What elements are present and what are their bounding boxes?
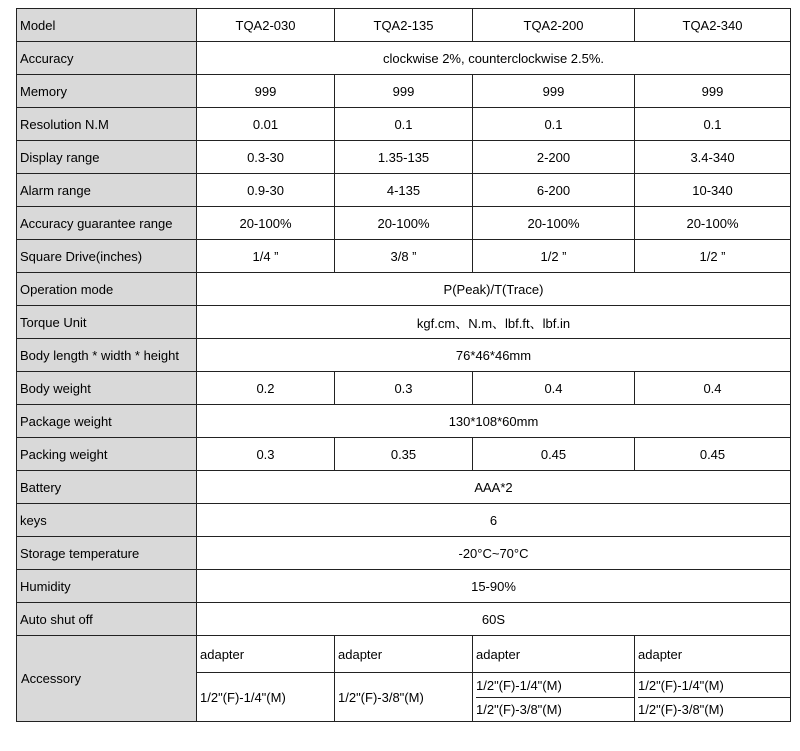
memory-1: 999 <box>197 75 335 108</box>
row-operation-mode <box>17 273 791 306</box>
square-drive-4: 1/2 ” <box>635 240 791 273</box>
alarm-range-2: 4-135 <box>335 174 473 207</box>
value-battery: AAA*2 <box>197 471 791 504</box>
accessory-spec-4b: 1/2"(F)-3/8"(M) <box>638 697 790 721</box>
display-range-1: 0.3-30 <box>197 141 335 174</box>
model-3: TQA2-200 <box>473 9 635 42</box>
model-4: TQA2-340 <box>635 9 791 42</box>
accessory-spec-3-list <box>476 674 634 721</box>
square-drive-1: 1/4 ” <box>197 240 335 273</box>
row-resolution <box>17 108 791 141</box>
label-humidity: Humidity <box>17 570 197 603</box>
body-weight-1: 0.2 <box>197 372 335 405</box>
row-keys <box>17 504 791 537</box>
accessory-spec-4-list <box>638 674 790 721</box>
resolution-3: 0.1 <box>473 108 635 141</box>
label-accuracy: Accuracy <box>17 42 197 75</box>
row-package-weight <box>17 405 791 438</box>
row-accuracy-guarantee <box>17 207 791 240</box>
value-storage-temp: -20°C~70°C <box>197 537 791 570</box>
square-drive-3: 1/2 ” <box>473 240 635 273</box>
accuracy-guarantee-2: 20-100% <box>335 207 473 240</box>
accessory-spec-4a: 1/2"(F)-1/4"(M) <box>638 677 724 693</box>
value-humidity: 15-90% <box>197 570 791 603</box>
label-accuracy-guarantee: Accuracy guarantee range <box>17 207 197 240</box>
memory-3: 999 <box>473 75 635 108</box>
label-package-weight: Package weight <box>17 405 197 438</box>
label-packing-weight: Packing weight <box>17 438 197 471</box>
label-square-drive: Square Drive(inches) <box>17 240 197 273</box>
model-1: TQA2-030 <box>197 9 335 42</box>
label-keys: keys <box>17 504 197 537</box>
memory-2: 999 <box>335 75 473 108</box>
accessory-adapter-3: adapter <box>473 636 635 673</box>
accessory-adapter-1: adapter <box>197 636 335 673</box>
label-display-range: Display range <box>17 141 197 174</box>
row-auto-shut-off <box>17 603 791 636</box>
packing-weight-3: 0.45 <box>473 438 635 471</box>
alarm-range-1: 0.9-30 <box>197 174 335 207</box>
row-body-weight <box>17 372 791 405</box>
accessory-spec-3b: 1/2"(F)-3/8"(M) <box>476 697 634 721</box>
label-storage-temp: Storage temperature <box>17 537 197 570</box>
accessory-spec-4 <box>635 673 791 722</box>
label-memory: Memory <box>17 75 197 108</box>
accessory-spec-3a: 1/2"(F)-1/4"(M) <box>476 677 562 693</box>
label-body-weight: Body weight <box>17 372 197 405</box>
row-display-range <box>17 141 791 174</box>
resolution-2: 0.1 <box>335 108 473 141</box>
accessory-spec-2: 1/2"(F)-3/8"(M) <box>335 673 473 722</box>
accessory-spec-1: 1/2"(F)-1/4"(M) <box>197 673 335 722</box>
accuracy-guarantee-4: 20-100% <box>635 207 791 240</box>
display-range-2: 1.35-135 <box>335 141 473 174</box>
row-storage-temp <box>17 537 791 570</box>
body-weight-3: 0.4 <box>473 372 635 405</box>
row-alarm-range <box>17 174 791 207</box>
label-auto-shut-off: Auto shut off <box>17 603 197 636</box>
value-body-dims: 76*46*46mm <box>197 339 791 372</box>
label-alarm-range: Alarm range <box>17 174 197 207</box>
label-resolution: Resolution N.M <box>17 108 197 141</box>
value-accuracy: clockwise 2%, counterclockwise 2.5%. <box>197 42 791 75</box>
square-drive-2: 3/8 ” <box>335 240 473 273</box>
row-memory <box>17 75 791 108</box>
body-weight-4: 0.4 <box>635 372 791 405</box>
value-operation-mode: P(Peak)/T(Trace) <box>197 273 791 306</box>
accessory-adapter-4: adapter <box>635 636 791 673</box>
packing-weight-1: 0.3 <box>197 438 335 471</box>
accessory-spec-3 <box>473 673 635 722</box>
memory-4: 999 <box>635 75 791 108</box>
value-auto-shut-off: 60S <box>197 603 791 636</box>
accuracy-guarantee-3: 20-100% <box>473 207 635 240</box>
value-torque-unit: kgf.cm、N.m、lbf.ft、lbf.in <box>197 306 791 339</box>
display-range-4: 3.4-340 <box>635 141 791 174</box>
row-humidity <box>17 570 791 603</box>
packing-weight-4: 0.45 <box>635 438 791 471</box>
display-range-3: 2-200 <box>473 141 635 174</box>
row-square-drive <box>17 240 791 273</box>
alarm-range-3: 6-200 <box>473 174 635 207</box>
label-torque-unit: Torque Unit <box>17 306 197 339</box>
label-model: Model <box>17 9 197 42</box>
row-battery <box>17 471 791 504</box>
value-package-weight: 130*108*60mm <box>197 405 791 438</box>
model-2: TQA2-135 <box>335 9 473 42</box>
row-torque-unit <box>17 306 791 339</box>
row-accuracy <box>17 42 791 75</box>
spec-table <box>16 8 791 722</box>
label-operation-mode: Operation mode <box>17 273 197 306</box>
label-body-dims: Body length * width * height <box>17 339 197 372</box>
label-battery: Battery <box>17 471 197 504</box>
resolution-4: 0.1 <box>635 108 791 141</box>
accessory-adapter-2: adapter <box>335 636 473 673</box>
value-keys: 6 <box>197 504 791 537</box>
resolution-1: 0.01 <box>197 108 335 141</box>
row-packing-weight <box>17 438 791 471</box>
alarm-range-4: 10-340 <box>635 174 791 207</box>
row-model <box>17 9 791 42</box>
label-accessory: Accessory <box>17 636 197 722</box>
accuracy-guarantee-1: 20-100% <box>197 207 335 240</box>
row-accessory-top <box>17 636 791 673</box>
body-weight-2: 0.3 <box>335 372 473 405</box>
packing-weight-2: 0.35 <box>335 438 473 471</box>
row-body-dims <box>17 339 791 372</box>
